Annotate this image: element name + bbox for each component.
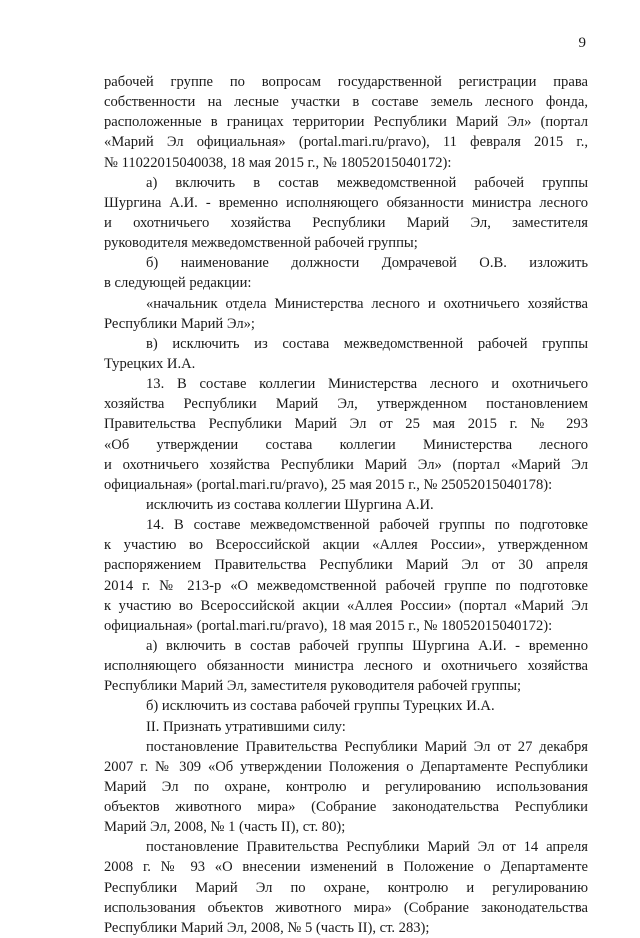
text-line: Республики Марий Эл»; bbox=[104, 315, 255, 332]
text-line: Шургина А.И. - временно исполняющего обязанности министра лесного bbox=[104, 194, 588, 211]
text-line: расположенные в границах территории Республики Марий Эл» (портал bbox=[104, 114, 588, 131]
text-line: в) исключить из состава межведомственной рабочей группы bbox=[146, 335, 588, 352]
text-line: хозяйства Республики Марий Эл, утвержденном постановлением bbox=[104, 396, 588, 413]
text-line: официальная» (portal.mari.ru/pravo), 18 мая 2015 г., № 18052015040172): bbox=[104, 617, 553, 634]
text-line: исключить из состава коллегии Шургина А.И. bbox=[146, 496, 434, 513]
text-line: «Марий Эл официальная» (portal.mari.ru/pravo), 11 февраля 2015 г., bbox=[104, 134, 588, 151]
text-line: официальная» (portal.mari.ru/pravo), 25 мая 2015 г., № 25052015040178): bbox=[104, 476, 553, 493]
text-line: к участию во Всероссийской акции «Аллея России», утвержденном bbox=[104, 537, 588, 554]
page-number: 9 bbox=[578, 35, 586, 51]
text-line: Правительства Республики Марий Эл от 25 мая 2015 г. № 293 bbox=[104, 416, 588, 433]
document-body bbox=[104, 72, 588, 938]
text-line: Турецких И.А. bbox=[104, 355, 196, 372]
text-line: а) включить в состав межведомственной рабочей группы bbox=[146, 174, 588, 191]
text-line: 2007 г. № 309 «Об утверждении Положения о Департаменте Республики bbox=[104, 758, 588, 775]
text-line: рабочей группе по вопросам государственной регистрации права bbox=[104, 74, 588, 90]
text-line: 14. В составе межведомственной рабочей группы по подготовке bbox=[146, 517, 588, 534]
text-line: Марий Эл, 2008, № 1 (часть II), ст. 80); bbox=[104, 819, 346, 836]
text-line: собственности на лесные участки в составе земель лесного фонда, bbox=[104, 94, 588, 111]
text-line: Республики Марий Эл, заместителя руководителя рабочей группы; bbox=[104, 678, 522, 695]
text-line: объектов животного мира» (Собрание законодательства Республики bbox=[104, 799, 588, 816]
text-line: Республики Марий Эл по охране, контролю и регулированию bbox=[104, 879, 588, 896]
text-line: Марий Эл по охране, контролю и регулированию использования bbox=[104, 778, 588, 795]
text-line: распоряжением Правительства Республики Марий Эл от 30 апреля bbox=[104, 557, 588, 574]
text-line: 2008 г. № 93 «О внесении изменений в Положение о Департаменте bbox=[104, 859, 588, 876]
text-line: «начальник отдела Министерства лесного и охотничьего хозяйства bbox=[146, 295, 588, 312]
text-line: № 11022015040038, 18 мая 2015 г., № 18052015040172): bbox=[104, 154, 452, 171]
text-line: б) наименование должности Домрачевой О.В. изложить bbox=[146, 255, 588, 272]
text-line: 2014 г. № 213-р «О межведомственной рабочей группе по подготовке bbox=[104, 577, 588, 594]
text-line: Республики Марий Эл, 2008, № 5 (часть II), ст. 283); bbox=[104, 919, 430, 936]
text-line: и охотничьего хозяйства Республики Марий Эл» (портал «Марий Эл bbox=[104, 456, 588, 473]
text-line: «Об утверждении состава коллегии Министерства лесного bbox=[104, 436, 588, 453]
text-line: в следующей редакции: bbox=[104, 275, 252, 292]
text-line: руководителя межведомственной рабочей группы; bbox=[104, 235, 418, 252]
text-line: а) включить в состав рабочей группы Шургина А.И. - временно bbox=[146, 637, 588, 654]
text-line: к участию во Всероссийской акции «Аллея России» (портал «Марий Эл bbox=[104, 597, 588, 614]
text-line: исполняющего обязанности министра лесного и охотничьего хозяйства bbox=[104, 658, 588, 675]
text-line: 13. В составе коллегии Министерства лесного и охотничьего bbox=[146, 376, 588, 393]
text-line: и охотничьего хозяйства Республики Марий Эл, заместителя bbox=[104, 214, 588, 231]
text-line: постановление Правительства Республики Марий Эл от 27 декабря bbox=[146, 738, 588, 755]
text-line: б) исключить из состава рабочей группы Турецких И.А. bbox=[146, 698, 495, 715]
text-line: использования объектов животного мира» (Собрание законодательства bbox=[104, 899, 588, 916]
text-line: постановление Правительства Республики Марий Эл от 14 апреля bbox=[146, 839, 588, 856]
text-line: II. Признать утратившими силу: bbox=[146, 718, 346, 735]
